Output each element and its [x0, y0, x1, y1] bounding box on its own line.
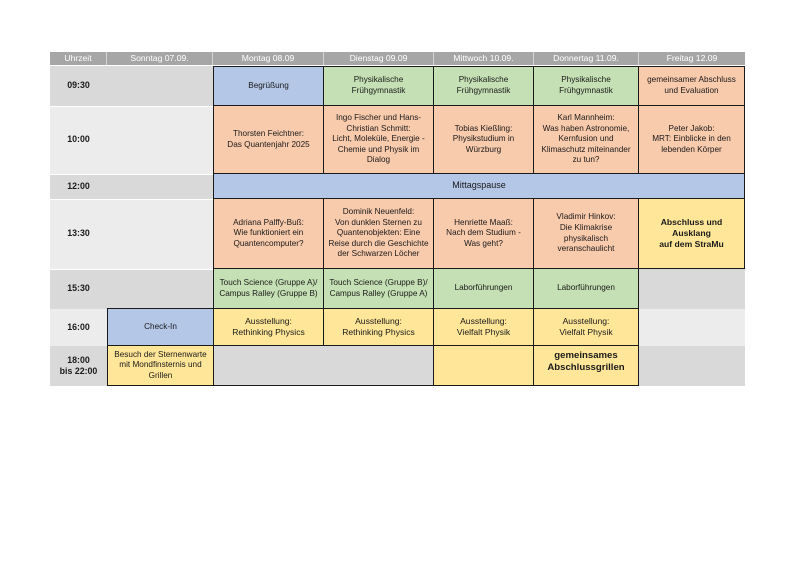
- empty-cell: [433, 345, 534, 386]
- empty-cell: [107, 199, 213, 269]
- talk-mannheim: Karl Mannheim: Was haben Astronomie, Kernfusion und Klimaschutz miteinander zu tun?: [533, 105, 639, 174]
- header-day-sunday: Sonntag 07.09.: [107, 52, 213, 65]
- event-fruehgymnastik: Physikalische Frühgymnastik: [433, 66, 534, 106]
- event-begruessung: Begrüßung: [213, 66, 324, 106]
- empty-cell: [107, 66, 213, 106]
- event-laborfuehrungen: Laborführungen: [533, 268, 639, 309]
- event-abschluss-stramu: Abschluss und Ausklang auf dem StraMu: [638, 198, 745, 269]
- time-slot: 16:00: [50, 309, 107, 346]
- talk-palffy-buss: Adriana Palffy-Buß: Wie funktioniert ein Quantencomputer?: [213, 198, 324, 269]
- header-time: Uhrzeit: [50, 52, 107, 65]
- talk-hinkov: Vladimir Hinkov: Die Klimakrise physikalisch veranschaulicht: [533, 198, 639, 269]
- time-slot: 13:30: [50, 199, 107, 269]
- empty-cell: [639, 309, 745, 346]
- event-sternenwarte: Besuch der Sternenwarte mit Mondfinsternis und Grillen: [107, 345, 214, 386]
- event-touch-science-b: Touch Science (Gruppe B)/ Campus Ralley (Gruppe A): [323, 268, 434, 309]
- empty-cell: [213, 345, 434, 386]
- empty-cell: [107, 174, 213, 199]
- header-day-tuesday: Dienstag 09.09: [324, 52, 434, 65]
- event-mittagspause: Mittagspause: [213, 173, 745, 199]
- time-slot: 10:00: [50, 106, 107, 174]
- time-slot: 15:30: [50, 269, 107, 309]
- empty-cell: [639, 269, 745, 309]
- talk-kiessling: Tobias Kießling: Physikstudium in Würzburg: [433, 105, 534, 174]
- event-abschluss-evaluation: gemeinsamer Abschluss und Evaluation: [638, 66, 745, 106]
- event-ausstellung-rethinking: Ausstellung: Rethinking Physics: [323, 308, 434, 346]
- event-fruehgymnastik: Physikalische Frühgymnastik: [533, 66, 639, 106]
- time-slot: 09:30: [50, 66, 107, 106]
- talk-feichtner: Thorsten Feichtner: Das Quantenjahr 2025: [213, 105, 324, 174]
- header-day-wednesday: Mittwoch 10.09.: [434, 52, 534, 65]
- event-ausstellung-vielfalt: Ausstellung: Vielfalt Physik: [533, 308, 639, 346]
- header-day-thursday: Donnertag 11.09.: [534, 52, 639, 65]
- time-slot: 18:00 bis 22:00: [50, 346, 107, 386]
- header-day-friday: Freitag 12.09: [639, 52, 745, 65]
- talk-maass: Henriette Maaß: Nach dem Studium - Was geht?: [433, 198, 534, 269]
- talk-fischer-schmitt: Ingo Fischer und Hans- Christian Schmitt: Licht, Moleküle, Energie - Chemie und Physik im Dialog: [323, 105, 434, 174]
- empty-cell: [639, 346, 745, 386]
- empty-cell: [107, 106, 213, 174]
- event-abschlussgrillen: gemeinsames Abschlussgrillen: [533, 345, 639, 386]
- event-ausstellung-rethinking: Ausstellung: Rethinking Physics: [213, 308, 324, 346]
- event-check-in: Check-In: [107, 308, 214, 346]
- header-day-monday: Montag 08.09: [213, 52, 324, 65]
- talk-neuenfeld: Dominik Neuenfeld: Von dunklen Sternen zu Quantenobjekten: Eine Reise durch die Geschichte der Schwarzen Löcher: [323, 198, 434, 269]
- empty-cell: [107, 269, 213, 309]
- event-ausstellung-vielfalt: Ausstellung: Vielfalt Physik: [433, 308, 534, 346]
- time-slot: 12:00: [50, 174, 107, 199]
- event-fruehgymnastik: Physikalische Frühgymnastik: [323, 66, 434, 106]
- event-touch-science-a: Touch Science (Gruppe A)/ Campus Ralley (Gruppe B): [213, 268, 324, 309]
- talk-jakob: Peter Jakob: MRT: Einblicke in den lebenden Körper: [638, 105, 745, 174]
- event-laborfuehrungen: Laborführungen: [433, 268, 534, 309]
